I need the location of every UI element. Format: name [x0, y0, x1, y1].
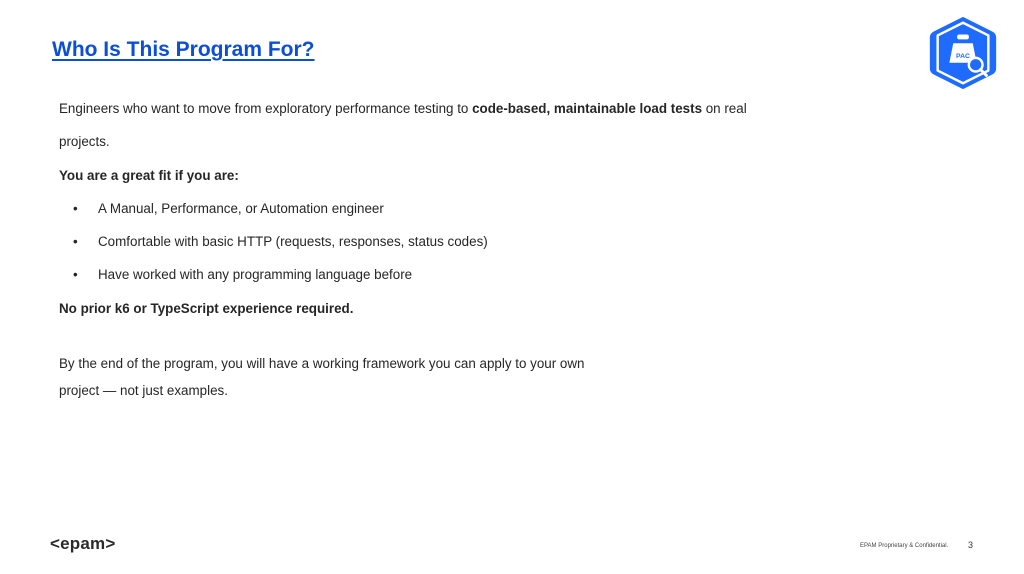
intro-bold: code-based, maintainable load tests [472, 101, 703, 116]
bullet-dot: • [73, 201, 78, 216]
slide-title: Who Is This Program For? [52, 38, 315, 61]
bullet-dot: • [73, 234, 78, 249]
confidential-note: EPAM Proprietary & Confidential. [860, 543, 949, 549]
page-number: 3 [968, 540, 974, 550]
badge-label: PAC [956, 52, 970, 60]
fit-heading: You are a great fit if you are: [59, 168, 239, 183]
bullet-item: • A Manual, Performance, or Automation engineer [73, 201, 384, 216]
epam-logo: <epam> [50, 534, 116, 553]
bullet-dot: • [73, 267, 78, 282]
intro-line-2: projects. [59, 134, 110, 149]
closing-line-2: project — not just examples. [59, 383, 228, 398]
bullet-item: • Comfortable with basic HTTP (requests, responses, status codes) [73, 234, 488, 249]
no-prior-note: No prior k6 or TypeScript experience required. [59, 301, 354, 316]
weight-pac-magnifier-icon [924, 14, 1002, 92]
closing-line-1: By the end of the program, you will have a working framework you can apply to your own [59, 356, 585, 371]
intro-line: Engineers who want to move from exploratory performance testing to code-based, maintainable load tests on real [59, 101, 747, 116]
bullet-item: • Have worked with any programming language before [73, 267, 413, 282]
